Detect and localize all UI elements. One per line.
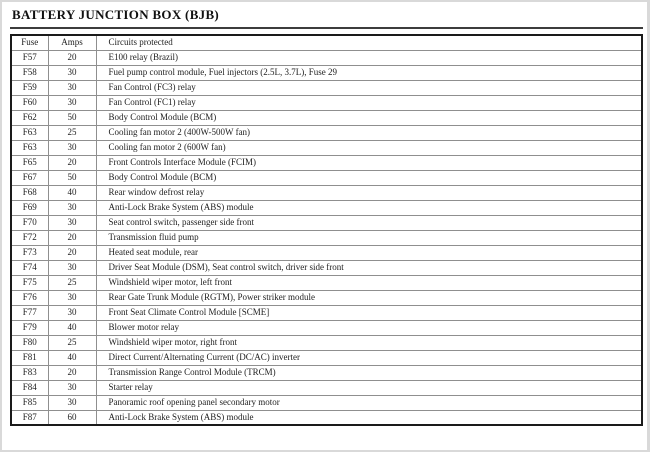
fuse-cell: F81 [11,350,48,365]
circuit-cell: Transmission fluid pump [96,230,642,245]
fuse-cell: F60 [11,95,48,110]
amps-cell: 20 [48,245,96,260]
table-row [11,215,642,230]
fuse-table-header [11,35,642,50]
amps-cell: 30 [48,65,96,80]
amps-cell: 30 [48,380,96,395]
circuit-cell: Rear Gate Trunk Module (RGTM), Power striker module [96,290,642,305]
table-row [11,260,642,275]
fuse-cell: F63 [11,140,48,155]
table-row [11,80,642,95]
table-row [11,380,642,395]
circuit-cell: Anti-Lock Brake System (ABS) module [96,410,642,425]
fuse-cell: F57 [11,50,48,65]
fuse-cell: F63 [11,125,48,140]
circuit-cell: Fuel pump control module, Fuel injectors (2.5L, 3.7L), Fuse 29 [96,65,642,80]
amps-cell: 25 [48,125,96,140]
amps-cell: 30 [48,395,96,410]
circuit-cell: Heated seat module, rear [96,245,642,260]
column-header-fuse: Fuse [11,35,48,50]
amps-cell: 25 [48,335,96,350]
fuse-cell: F62 [11,110,48,125]
table-row [11,185,642,200]
fuse-cell: F84 [11,380,48,395]
fuse-cell: F76 [11,290,48,305]
amps-cell: 60 [48,410,96,425]
circuit-cell: Cooling fan motor 2 (600W fan) [96,140,642,155]
fuse-cell: F68 [11,185,48,200]
table-row [11,245,642,260]
circuit-cell: Transmission Range Control Module (TRCM) [96,365,642,380]
amps-cell: 20 [48,50,96,65]
circuit-cell: Fan Control (FC1) relay [96,95,642,110]
fuse-table [10,34,643,426]
amps-cell: 30 [48,80,96,95]
column-header-circuits: Circuits protected [96,35,642,50]
amps-cell: 40 [48,350,96,365]
fuse-cell: F79 [11,320,48,335]
amps-cell: 30 [48,140,96,155]
amps-cell: 40 [48,185,96,200]
table-row [11,410,642,425]
amps-cell: 30 [48,305,96,320]
table-row [11,95,642,110]
amps-cell: 20 [48,155,96,170]
circuit-cell: Cooling fan motor 2 (400W-500W fan) [96,125,642,140]
table-row [11,170,642,185]
table-row [11,395,642,410]
circuit-cell: Seat control switch, passenger side front [96,215,642,230]
amps-cell: 20 [48,230,96,245]
fuse-cell: F67 [11,170,48,185]
amps-cell: 25 [48,275,96,290]
circuit-cell: Starter relay [96,380,642,395]
circuit-cell: Body Control Module (BCM) [96,110,642,125]
table-row [11,230,642,245]
amps-cell: 40 [48,320,96,335]
circuit-cell: Windshield wiper motor, right front [96,335,642,350]
amps-cell: 30 [48,215,96,230]
circuit-cell: Windshield wiper motor, left front [96,275,642,290]
circuit-cell: Panoramic roof opening panel secondary motor [96,395,642,410]
column-header-amps: Amps [48,35,96,50]
circuit-cell: Rear window defrost relay [96,185,642,200]
fuse-cell: F72 [11,230,48,245]
fuse-cell: F75 [11,275,48,290]
table-row [11,110,642,125]
amps-cell: 30 [48,260,96,275]
table-row [11,275,642,290]
circuit-cell: Anti-Lock Brake System (ABS) module [96,200,642,215]
table-row [11,200,642,215]
table-row [11,350,642,365]
table-row [11,365,642,380]
fuse-cell: F87 [11,410,48,425]
circuit-cell: Driver Seat Module (DSM), Seat control switch, driver side front [96,260,642,275]
circuit-cell: Direct Current/Alternating Current (DC/AC) inverter [96,350,642,365]
fuse-cell: F77 [11,305,48,320]
amps-cell: 30 [48,200,96,215]
table-row [11,140,642,155]
fuse-cell: F69 [11,200,48,215]
amps-cell: 30 [48,290,96,305]
amps-cell: 20 [48,365,96,380]
fuse-cell: F70 [11,215,48,230]
header-row [11,35,642,50]
fuse-cell: F59 [11,80,48,95]
table-row [11,155,642,170]
circuit-cell: Body Control Module (BCM) [96,170,642,185]
circuit-cell: Fan Control (FC3) relay [96,80,642,95]
amps-cell: 50 [48,110,96,125]
table-row [11,65,642,80]
table-row [11,125,642,140]
fuse-cell: F83 [11,365,48,380]
circuit-cell: Front Controls Interface Module (FCIM) [96,155,642,170]
amps-cell: 50 [48,170,96,185]
circuit-cell: Front Seat Climate Control Module [SCME] [96,305,642,320]
fuse-cell: F65 [11,155,48,170]
circuit-cell: Blower motor relay [96,320,642,335]
fuse-cell: F80 [11,335,48,350]
table-row [11,335,642,350]
table-row [11,50,642,65]
fuse-cell: F58 [11,65,48,80]
amps-cell: 30 [48,95,96,110]
fuse-cell: F73 [11,245,48,260]
fuse-table-body [11,50,642,425]
fuse-cell: F85 [11,395,48,410]
table-row [11,305,642,320]
page-title: BATTERY JUNCTION BOX (BJB) [10,5,643,29]
circuit-cell: E100 relay (Brazil) [96,50,642,65]
table-row [11,290,642,305]
table-row [11,320,642,335]
fuse-cell: F74 [11,260,48,275]
